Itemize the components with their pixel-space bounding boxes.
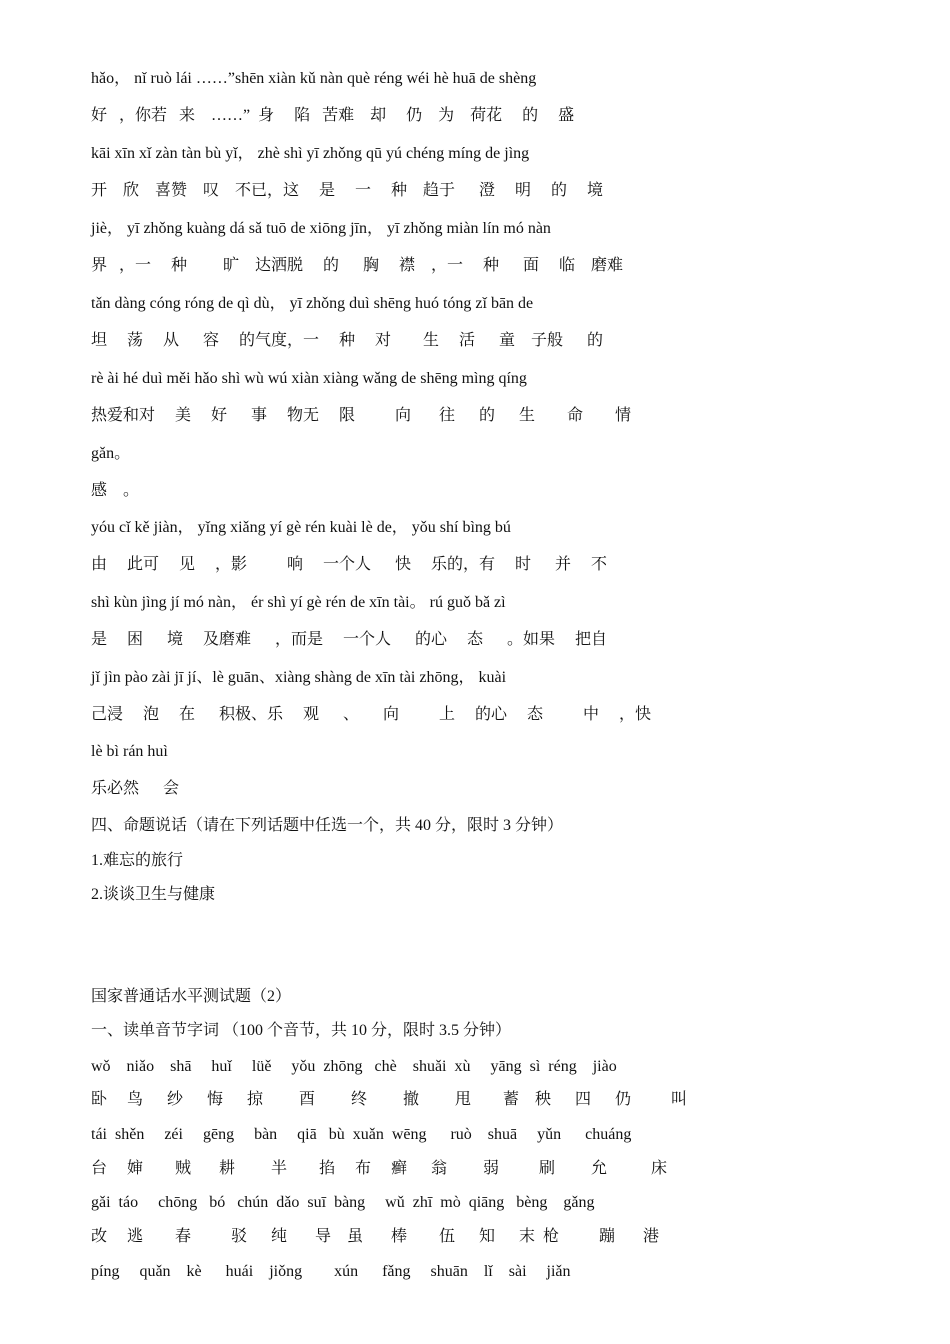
pinyin-line: kāi xīn xǐ zàn tàn bù yǐ， zhè shì yī zhǒng qū yú chéng míng de jìng <box>91 145 530 162</box>
pinyin-line: gǎn。 <box>91 445 131 462</box>
hanzi-line: 卧 鸟 纱 悔 掠 酉 终 撤 甩 蓄 秧 四 仍 叫 <box>91 1091 688 1108</box>
hanzi-line: 是 困 境 及磨难 ，而是 一个人 的心 态 。如果 把自 <box>91 631 608 648</box>
pinyin-line: tǎn dàng cóng róng de qì dù， yī zhǒng duì shēng huó tóng zǐ bān de <box>91 295 534 312</box>
pinyin-line: gǎi táo chōng bó chún dǎo suī bàng wǔ zhī mò qiāng bèng gǎng <box>91 1194 595 1211</box>
hanzi-line: 改 逃 春 驳 纯 导 虽 棒 伍 知 末 枪 蹦 港 <box>91 1228 660 1245</box>
pinyin-line: lè bì rán huì <box>91 743 168 760</box>
hanzi-line: 好 ，你若 来 ……” 身 陷 苦难 却 仍 为 荷花 的 盛 <box>91 107 575 124</box>
pinyin-line: jiè， yī zhǒng kuàng dá sǎ tuō de xiōng jīn， yī zhǒng miàn lín mó nàn <box>91 220 551 237</box>
pinyin-line: yóu cǐ kě jiàn， yǐng xiǎng yí gè rén kuài lè de， yǒu shí bìng bú <box>91 519 511 536</box>
hanzi-line: 己浸 泡 在 积极、乐 观 、 向 上 的心 态 中 ，快 <box>91 706 652 723</box>
test-title: 国家普通话水平测试题（2） <box>91 988 292 1005</box>
pinyin-line: wǒ niǎo shā huǐ lüě yǒu zhōng chè shuǎi xù yāng sì réng jiào <box>91 1058 617 1075</box>
hanzi-line: 坦 荡 从 容 的气度，一 种 对 生 活 童 子般 的 <box>91 332 604 349</box>
section-heading: 一、读单音节字词 （100 个音节，共 10 分，限时 3.5 分钟） <box>91 1022 512 1039</box>
hanzi-line: 热爱和对 美 好 事 物无 限 向 往 的 生 命 情 <box>91 407 632 424</box>
hanzi-line: 开 欣 喜赞 叹 不已，这 是 一 种 趋于 澄 明 的 境 <box>91 182 604 199</box>
pinyin-line: rè ài hé duì měi hǎo shì wù wú xiàn xiàng wǎng de shēng mìng qíng <box>91 370 527 387</box>
hanzi-line: 台 婶 贼 耕 半 掐 布 癣 翁 弱 刷 允 床 <box>91 1160 668 1177</box>
hanzi-line: 乐必然 会 <box>91 780 180 797</box>
pinyin-line: jǐ jìn pào zài jī jí、lè guān、xiàng shàng de xīn tài zhōng， kuài <box>91 669 507 686</box>
hanzi-line: 由 此可 见 ，影 响 一个人 快 乐的，有 时 并 不 <box>91 556 608 573</box>
topic-item: 2.谈谈卫生与健康 <box>91 886 216 903</box>
hanzi-line: 感 。 <box>91 482 140 499</box>
topic-item: 1.难忘的旅行 <box>91 852 184 869</box>
hanzi-line: 界 ，一 种 旷 达洒脱 的 胸 襟 ，一 种 面 临 磨难 <box>91 257 624 274</box>
pinyin-line: shì kùn jìng jí mó nàn， ér shì yí gè rén de xīn tài。 rú guǒ bǎ zì <box>91 594 506 611</box>
pinyin-line: tái shěn zéi gēng bàn qiā bù xuǎn wēng ruò shuā yǔn chuáng <box>91 1126 632 1143</box>
section-heading: 四、命题说话（请在下列话题中任选一个，共 40 分，限时 3 分钟） <box>91 817 564 834</box>
pinyin-line: píng quǎn kè huái jiǒng xún fǎng shuān lǐ sài jiǎn <box>91 1263 571 1280</box>
pinyin-line: hǎo， nǐ ruò lái ……”shēn xiàn kǔ nàn què réng wéi hè huā de shèng <box>91 70 537 87</box>
